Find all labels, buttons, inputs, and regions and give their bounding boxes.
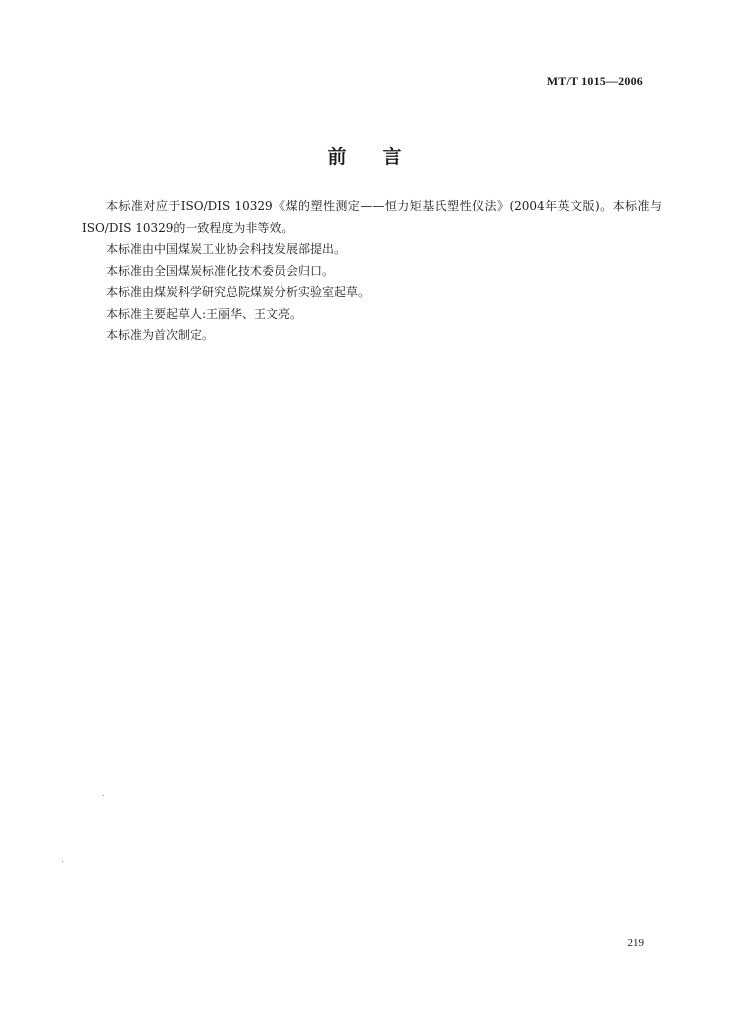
paragraph-correspondence: 本标准对应于ISO/DIS 10329《煤的塑性测定——恒力矩基氏塑性仪法》(2004年英文版)。本标准与ISO/DIS 10329的一致程度为非等效。 xyxy=(82,199,662,235)
page-title: 前言 xyxy=(327,146,438,168)
foreword-body xyxy=(82,196,662,347)
scan-speck xyxy=(103,795,104,796)
scan-speck xyxy=(62,861,63,862)
paragraph-main-drafters: 本标准主要起草人:王丽华、王文亮。 xyxy=(106,306,303,321)
paragraph-administration: 本标准由全国煤炭标准化技术委员会归口。 xyxy=(106,263,335,278)
paragraph-first-issue: 本标准为首次制定。 xyxy=(106,328,215,342)
page-number: 219 xyxy=(627,937,644,949)
document-code: MT/T 1015—2006 xyxy=(546,74,643,88)
paragraph-proposer: 本标准由中国煤炭工业协会科技发展部提出。 xyxy=(106,242,347,256)
paragraph-drafter-organization: 本标准由煤炭科学研究总院煤炭分析实验室起草。 xyxy=(106,285,371,299)
